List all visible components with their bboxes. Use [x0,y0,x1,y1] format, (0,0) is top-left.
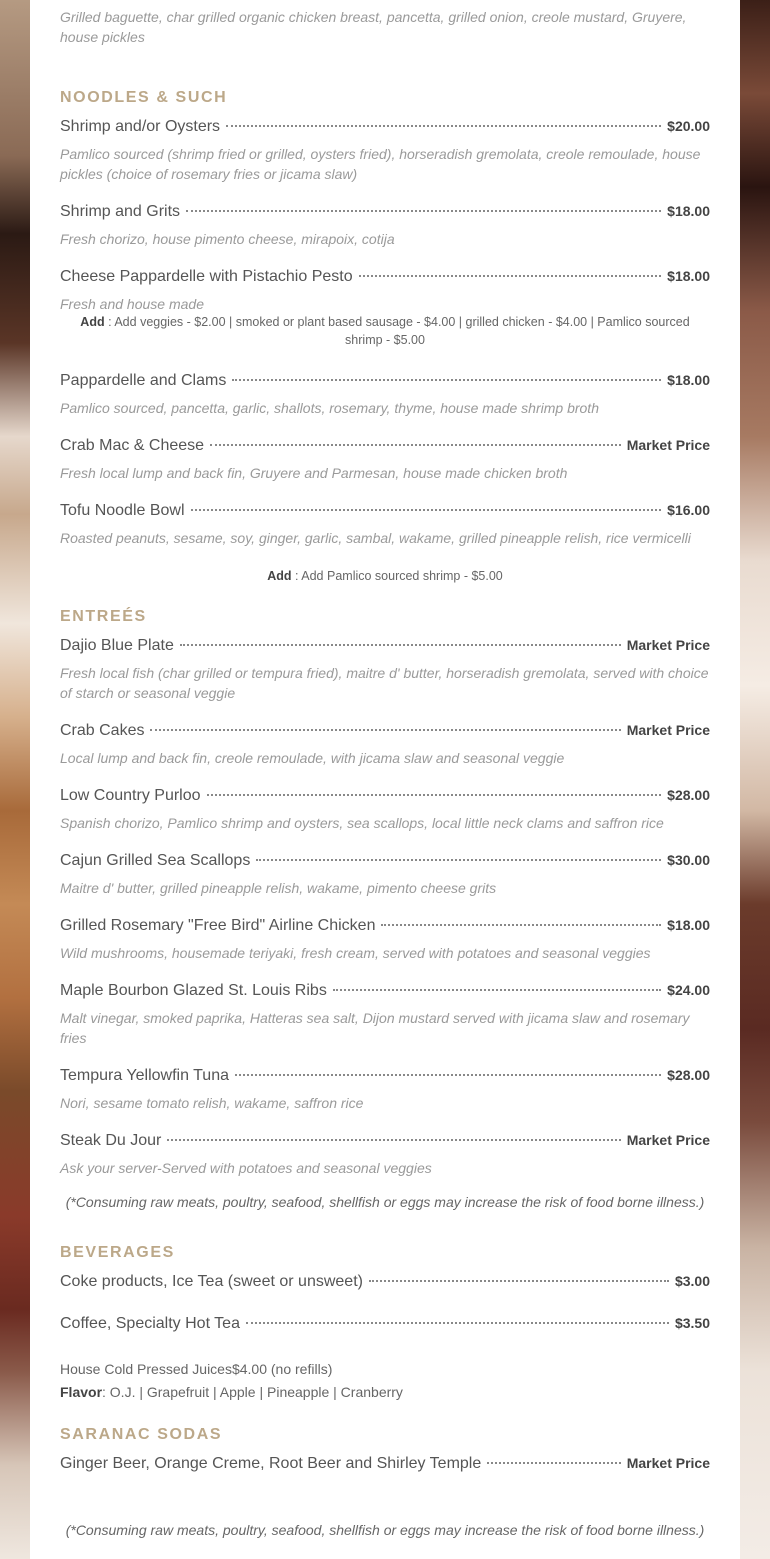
menu-item [60,722,710,744]
item-name: Steak Du Jour [60,1132,162,1149]
item-description: Fresh chorizo, house pimento cheese, mirapoix, cotija [60,231,395,247]
add-on-text: : Add veggies - $2.00 | smoked or plant based sausage - $4.00 | grilled chicken - $4.00 | Pamlico sourced shrimp - $5.00 [108,315,690,347]
item-name: Grilled Rosemary "Free Bird" Airline Chicken [60,917,376,934]
item-description: Wild mushrooms, housemade teriyaki, fresh cream, served with potatoes and seasonal veggies [60,945,651,961]
item-name: Cajun Grilled Sea Scallops [60,852,251,869]
item-price: $18.00 [667,372,710,388]
menu-item [60,1455,710,1477]
menu-item [60,1273,710,1295]
item-description: Roasted peanuts, sesame, soy, ginger, garlic, sambal, wakame, grilled pineapple relish, rice vermicelli [60,530,691,546]
menu-item [60,1067,710,1089]
menu-item [60,268,710,290]
leader-dots [180,644,621,646]
add-on-line [60,313,710,349]
section-title-noodles: NOODLES & SUCH [60,89,228,106]
item-price: $20.00 [667,118,710,134]
leader-dots [226,125,661,127]
item-price: Market Price [626,437,710,453]
juice-line: House Cold Pressed Juices$4.00 (no refills) [60,1361,333,1377]
menu-item [60,637,710,659]
item-name: Tempura Yellowfin Tuna [60,1067,229,1084]
add-label: Add [80,315,105,329]
food-safety-warning: (*Consuming raw meats, poultry, seafood, shellfish or eggs may increase the risk of food borne illness.) [65,1522,705,1538]
item-price: Market Price [626,1132,710,1148]
item-price: $18.00 [667,917,710,933]
menu-item [60,437,710,459]
item-name: Shrimp and/or Oysters [60,118,221,135]
food-safety-warning: (*Consuming raw meats, poultry, seafood, shellfish or eggs may increase the risk of food borne illness.) [65,1194,705,1210]
item-description: Fresh local lump and back fin, Gruyere and Parmesan, house made chicken broth [60,465,568,481]
item-price: $18.00 [667,203,710,219]
leader-dots [150,729,620,731]
item-name: Dajio Blue Plate [60,637,174,654]
item-name: Coffee, Specialty Hot Tea [60,1315,240,1332]
item-price: $28.00 [667,1067,710,1083]
item-price: Market Price [626,637,710,653]
item-price: $18.00 [667,268,710,284]
leader-dots [232,379,661,381]
item-name: Ginger Beer, Orange Creme, Root Beer and Shirley Temple [60,1455,482,1472]
section-title-entrees: ENTREÉS [60,608,147,625]
item-description: Maitre d' butter, grilled pineapple relish, wakame, pimento cheese grits [60,880,497,896]
menu-item [60,203,710,225]
menu-item [60,118,710,140]
item-description: Malt vinegar, smoked paprika, Hatteras sea salt, Dijon mustard served with jicama slaw and rosemary fries [60,1010,690,1046]
leader-dots [186,210,661,212]
item-price: $3.50 [674,1315,710,1331]
leader-dots [246,1322,669,1324]
item-price: Market Price [626,722,710,738]
flavor-line [60,1382,710,1402]
item-name: Crab Mac & Cheese [60,437,205,454]
item-name: Tofu Noodle Bowl [60,502,185,519]
item-description: Spanish chorizo, Pamlico shrimp and oysters, sea scallops, local little neck clams and saffron rice [60,815,664,831]
leader-dots [369,1280,669,1282]
leader-dots [256,859,661,861]
item-name: Low Country Purloo [60,787,201,804]
item-description: Nori, sesame tomato relish, wakame, saffron rice [60,1095,364,1111]
item-description: Fresh and house made [60,296,204,312]
item-description: Pamlico sourced (shrimp fried or grilled, oysters fried), horseradish gremolata, creole remoulade, house pickles (choice of rosemary fries or jicama slaw) [60,146,701,182]
add-on-line [60,567,710,585]
flavor-label: Flavor [60,1384,103,1400]
leader-dots [191,509,662,511]
item-name: Crab Cakes [60,722,145,739]
leader-dots [235,1074,661,1076]
leader-dots [359,275,662,277]
add-on-text: : Add Pamlico sourced shrimp - $5.00 [295,569,503,583]
menu-panel [30,0,740,1559]
section-title-sodas: SARANAC SODAS [60,1426,223,1443]
menu-item [60,982,710,1004]
flavor-text: : O.J. | Grapefruit | Apple | Pineapple | Cranberry [102,1384,403,1400]
item-description: Fresh local fish (char grilled or tempura fried), maitre d' butter, horseradish gremolata, served with choice of starch or seasonal veggie [60,665,709,701]
item-name: Shrimp and Grits [60,203,181,220]
background-photo-left [0,0,30,1559]
item-description: Ask your server-Served with potatoes and seasonal veggies [60,1160,432,1176]
leader-dots [210,444,621,446]
menu-item [60,502,710,524]
leader-dots [381,924,661,926]
menu-item [60,917,710,939]
menu-item [60,1315,710,1337]
item-description: Pamlico sourced, pancetta, garlic, shallots, rosemary, thyme, house made shrimp broth [60,400,599,416]
leader-dots [167,1139,620,1141]
leader-dots [487,1462,620,1464]
item-price: $3.00 [674,1273,710,1289]
menu-item [60,372,710,394]
item-description: Grilled baguette, char grilled organic chicken breast, pancetta, grilled onion, creole mustard, Gruyere, house pickles [60,9,687,45]
background-photo-right [740,0,770,1559]
leader-dots [333,989,661,991]
leader-dots [207,794,662,796]
menu-item [60,1132,710,1154]
item-name: Cheese Pappardelle with Pistachio Pesto [60,268,353,285]
item-price: $28.00 [667,787,710,803]
item-price: $24.00 [667,982,710,998]
item-description: Local lump and back fin, creole remoulade, with jicama slaw and seasonal veggie [60,750,565,766]
item-price: $30.00 [667,852,710,868]
item-price: Market Price [626,1455,710,1471]
item-name: Pappardelle and Clams [60,372,227,389]
section-title-beverages: BEVERAGES [60,1244,175,1261]
item-name: Maple Bourbon Glazed St. Louis Ribs [60,982,327,999]
item-price: $16.00 [667,502,710,518]
add-label: Add [267,569,292,583]
item-name: Coke products, Ice Tea (sweet or unsweet) [60,1273,363,1290]
menu-item [60,852,710,874]
menu-item [60,787,710,809]
